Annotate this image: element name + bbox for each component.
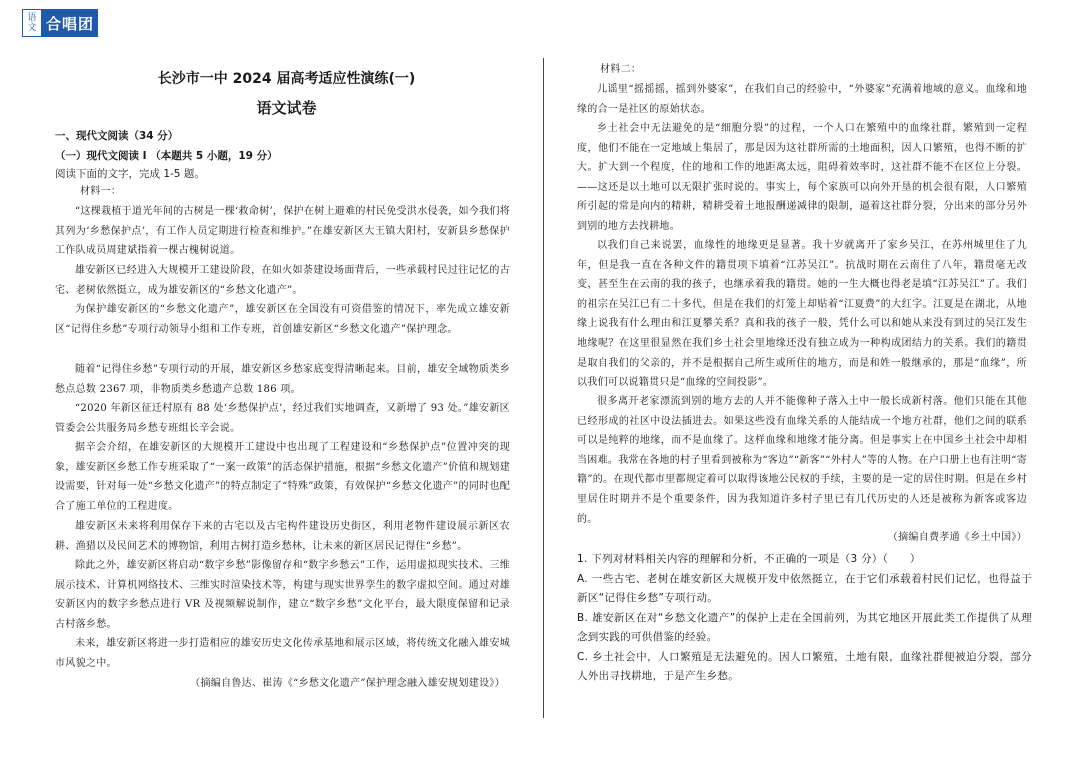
instruction: 阅读下面的文字，完成 1-5 题。	[55, 168, 205, 180]
section-heading: 一、现代文阅读（34 分）	[55, 130, 179, 142]
material2-paragraph-3: 以我们自己来说罢，血缘性的地缘更是显著。我十岁就离开了家乡吴江，在苏州城里住了九年，但是我一直在各种文件的籍贯项下填着“江苏吴江”。抗战时期在云南住了八年，籍贯毫无改变，甚至生在云南的我的孩子，也继承着我的籍贯。她的一生大概也得老是填“江苏吴江”了。我们的祖宗在吴江已有二十多代，但是在我们的灯笼上却贴着“江夏费”的大红字。江夏是在湖北，从地缘上说我有什么理由和江夏攀关系？真和我的孩子一般，凭什么可以和她从来没有到过的吴江发生地缘呢？在这里很显然在我们乡土社会里地缘还没有独立成为一种构成团结力的关系。我们的籍贯是取自我们的父亲的，并不是根据自己所生或所住的地方，而是和姓一般继承的，那是“血缘”，所以我们可以说籍贯只是“血缘的空间投影”。	[577, 240, 1027, 389]
question-1-stem: 1. 下列对材料相关内容的理解和分析，不正确的一项是（3 分）（ ）	[577, 553, 921, 565]
exam-title: 长沙市一中 2024 届高考适应性演练(一)	[157, 71, 416, 87]
material1-paragraph-5: “2020 年新区征迁村原有 88 处‘乡愁保护点’，经过我们实地调查，又新增了 93 处。”雄安新区管委会公共服务局乡愁专班组长辛会说。	[55, 403, 510, 434]
material2-paragraph-4: 很多离开老家漂流到别的地方去的人并不能像种子落入土中一般长成新村落。他们只能在其他已经形成的社区中设法插进去。如果这些没有血缘关系的人能结成一个地方社群，他们之间的联系可以是纯粹的地缘，而不是血缘了。这样血缘和地缘才能分离。但是事实上在中国乡土社会中却相当困难。我常在各地的村子里看到被称为“客边”“新客”“外村人”等的人物。在户口册上也有注明“寄籍”的。在现代都市里都规定着可以取得该地公民权的手续，主要的是一定的居住时期。但是在乡村里居住时期并不是个重要条件，因为我知道许多村子里已有几代历史的人还是被称为新客或客边的。	[577, 396, 1027, 525]
material1-paragraph-9: 未来，雄安新区将进一步打造相应的雄安历史文化传承基地和展示区域，将传统文化融入雄安城市风貌之中。	[55, 638, 510, 669]
material1-paragraph-7: 雄安新区未来将利用保存下来的古宅以及古宅构件建设历史街区，利用老物件建设展示新区农耕、渔猎以及民间艺术的博物馆，利用古树打造乡愁林，让未来的新区居民记得住“乡愁”。	[55, 521, 510, 552]
material2-paragraph-2: 乡土社会中无法避免的是“细胞分裂”的过程，一个人口在繁殖中的血缘社群，繁殖到一定程度，他们不能在一定地域上集居了，那是因为这社群所需的土地面积，因人口繁殖，也得不断的扩大。扩大到一个程度，住的地和工作的地距离太远，阻碍着效率时，这社群不能不在区位上分裂。——这还是以土地可以无限扩张时说的。事实上，每个家族可以向外开垦的机会很有限，人口繁殖所引起的常是向内的精耕，精耕受着土地报酬递减律的限制，逼着这社群分裂，分出来的部分另外到别的地方去找耕地。	[577, 123, 1027, 232]
exam-subtitle: 语文试卷	[256, 99, 317, 117]
material1-paragraph-4: 随着“记得住乡愁”专项行动的开展，雄安新区乡愁家底变得清晰起来。目前，雄安全域物质类乡愁点总数 2367 项，非物质类乡愁遗产总数 186 项。	[55, 364, 510, 395]
logo-mark-bottom: 文	[27, 23, 37, 33]
column-divider	[543, 58, 544, 718]
logo	[22, 9, 98, 37]
material1-paragraph-1: “这棵栽植于道光年间的古树是一棵‘救命树’，保护在树上避难的村民免受洪水侵袭，如今我们将其列为‘乡愁保护点’，有工作人员定期进行检查和维护。”在雄安新区大王镇大阳村，安新县乡愁保护工作队成员周建斌指着一棵古槐树说道。	[55, 206, 510, 257]
material1-source: （摘编自鲁达、崔涛《“乡愁文化遗产”保护理念融入雄安规划建设》）	[190, 678, 505, 689]
material1-paragraph-3: 为保护雄安新区的“乡愁文化遗产”，雄安新区在全国没有可资借鉴的情况下，率先成立雄安新区“记得住乡愁”专项行动领导小组和工作专班，首创雄安新区“乡愁文化遗产”保护理念。	[55, 304, 510, 335]
question-1-option-c: C. 乡土社会中，人口繁殖是无法避免的。因人口繁殖，土地有限，血缘社群便被迫分裂，部分人外出寻找耕地，于是产生乡愁。	[577, 651, 1032, 683]
logo-mark	[22, 9, 42, 37]
question-1-option-a: A. 一些古宅、老树在雄安新区大规模开发中依然挺立，在于它们承载着村民们记忆，也得益于新区“记得住乡愁”专项行动。	[577, 573, 1032, 605]
material1-paragraph-2: 雄安新区已经进入大规模开工建设阶段，在如火如荼建设场面背后，一些承载村民过往记忆的古宅、老树依然挺立，成为雄安新区的“乡愁文化遗产”。	[55, 265, 510, 296]
material1-paragraph-6: 据辛会介绍，在雄安新区的大规模开工建设中也出现了工程建设和“乡愁保护点”位置冲突的现象，雄安新区乡愁工作专班采取了“一案一政策”的活态保护措施，根据“乡愁文化遗产”价值和规划建设需要，针对每一处“乡愁文化遗产”的特点制定了“特殊”政策，有效保护“乡愁文化遗产”的同时也配合了施工单位的工程进度。	[55, 442, 510, 512]
logo-mark-top: 语	[27, 13, 37, 23]
logo-name: 合唱团	[42, 9, 98, 37]
question-1-option-b: B. 雄安新区在对“乡愁文化遗产”的保护上走在全国前列，为其它地区开展此类工作提供了从理念到实践的可供借鉴的经验。	[577, 612, 1032, 644]
material2-label: 材料二：	[600, 64, 642, 75]
material1-label: 材料一：	[80, 186, 122, 197]
material2-paragraph-1: 儿谣里“摇摇摇，摇到外婆家”，在我们自己的经验中，“外婆家”充满着地域的意义。血缘和地缘的合一是社区的原始状态。	[577, 84, 1027, 115]
material1-paragraph-8: 除此之外，雄安新区将启动“数字乡愁”影像留存和“数字乡愁云”工作，运用虚拟现实技术、三维展示技术、计算机网络技术、三维实时渲染技术等，构建与现实世界孪生的数字虚拟空间。通过对雄安新区内的数字乡愁点进行 VR 及视频解说制作，建立“数字乡愁”文化平台，最大限度保留和记录古村落乡愁。	[55, 560, 510, 630]
material2-source: （摘编自费孝通《乡土中国》）	[887, 532, 1027, 543]
subsection-heading: （一）现代文阅读 I （本题共 5 小题，19 分）	[55, 150, 278, 162]
